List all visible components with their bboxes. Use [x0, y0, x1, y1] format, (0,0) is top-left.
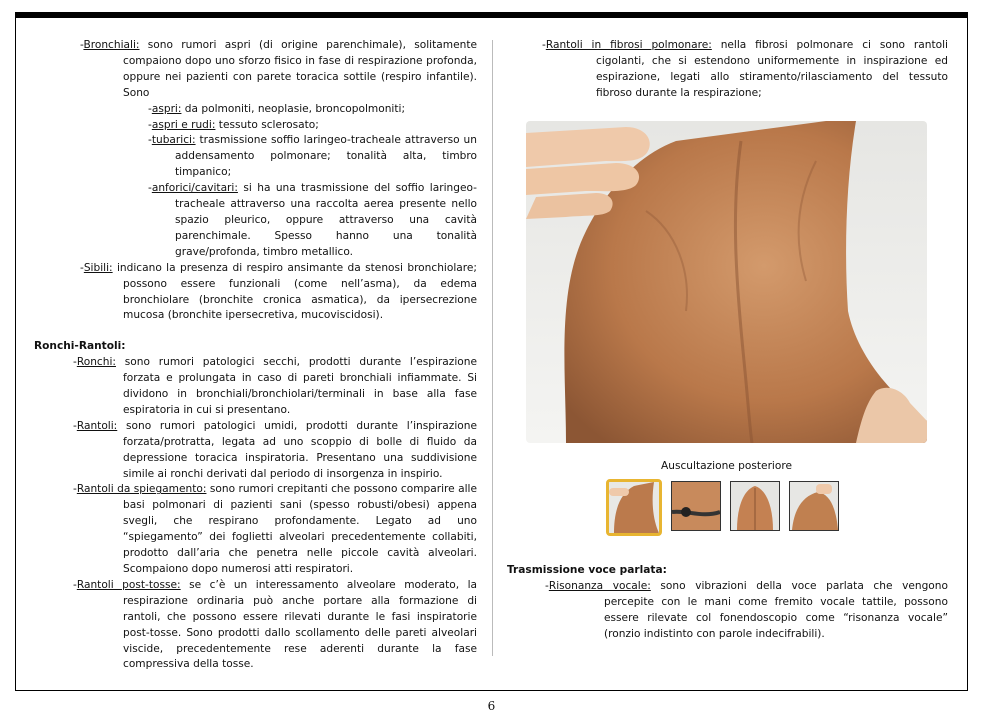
entry-rantoli: -Rantoli: sono rumori patologici umidi, prodotti durante l’inspirazione forzata/protratta, legata ad uno scoppio di bolle di fluido da depressione toracica inspiratoria. Presentano una suddivisione simile ai ronchi derivati dal periodo di insorgenza in inspirio. — [73, 419, 477, 480]
text-post-tosse: se c’è un interessamento alveolare moderato, la respirazione ordinaria può anche portare alla formazione di rantoli, che possono essere rilevati durante le fasi inspiratorie post-tosse. Sono prodotti dallo scollamento delle pareti alveolari viscide, precedentemente rese aderenti durante la fase compressiva della tosse. — [123, 578, 478, 671]
text-bronchiali: sono rumori aspri (di origine parenchimale), solitamente compaiono dopo uno sforzo fisico in fase di respirazione profonda, oppure nei pazienti con parete toracica sottile (respiro infantile). Sono — [123, 39, 477, 99]
text-tubarici: trasmissione soffio laringeo-tracheale attraverso un addensamento polmonare; tonalità alta, timbro timpanico; — [175, 134, 477, 179]
entry-anforici: -anforici/cavitari: si ha una trasmissione del soffio laringeo-tracheale attraverso una raccolta aerea presente nello spazio pleurico, oppure attraverso una cavità parenchimale. Spesso hanno una tonalità grave/profonda, timbro metallico. — [148, 182, 477, 258]
entry-fibrosi: -Rantoli in fibrosi polmonare: nella fibrosi polmonare ci sono rantoli cigolanti, che si estendono uniformemente in inspirazione ed espirazione, legati allo stiramento/rilasciamento del tessuto fibroso durante la respirazione; — [542, 39, 948, 99]
photo-caption: Auscultazione posteriore — [660, 460, 792, 472]
thumbnail-4[interactable] — [789, 481, 839, 531]
text-risonanza: sono vibrazioni della voce parlata che vengono percepite con le mani come fremito vocale tattile, possono essere rilevate col fonendoscopio come “risonanza vocale” (ronzio indistinto con parole indecifrabili). — [604, 580, 948, 640]
text-ronchi: sono rumori patologici secchi, prodotti durante l’espirazione forzata e prolungata in caso di pareti bronchiali infiammate. Si dividono in bronchiali/bronchiolari/terminali in base alla fase espiratoria in cui si presentano. — [115, 356, 477, 416]
left-column — [34, 38, 477, 673]
term-risonanza: Risonanza vocale: — [548, 580, 651, 592]
entry-ronchi: -Ronchi: sono rumori patologici secchi, prodotti durante l’espirazione forzata e prolungata in caso di pareti bronchiali infiammate. Si dividono in bronchiali/bronchiolari/terminali in base alla fase espiratoria in cui si presentano. — [73, 356, 477, 416]
page-number: 6 — [487, 699, 496, 713]
entry-bronchiali: -Bronchiali: sono rumori aspri (di origine parenchimale), solitamente compaiono dopo uno sforzo fisico in fase di respirazione profonda, oppure nei pazienti con parete toracica sottile (respiro infantile). Sono — [80, 39, 477, 99]
term-spiegamento: Rantoli da spiegamento: — [76, 483, 207, 496]
term-post-tosse: Rantoli post-tosse: — [76, 578, 181, 591]
term-tubarici: tubarici: — [151, 134, 196, 147]
thumbnail-3[interactable] — [730, 481, 780, 531]
term-rantoli: Rantoli: — [76, 419, 118, 432]
text-fibrosi: nella fibrosi polmonare ci sono rantoli cigolanti, che si estendono uniformemente in inspirazione ed espirazione, legati allo stiramento/rilasciamento del tessuto fibroso durante la respirazione; — [596, 39, 948, 99]
text-spiegamento: sono rumori crepitanti che possono comparire alle basi polmonari di pazienti sani (spesso robusti/obesi) appena svegli, che respirano profondamente. Legato ad uno “spiegamento” dei foglietti alveolari precedentemente collabiti, prodotto dall’aria che penetra nelle piccole cavità alveolari. Scompaiono dopo numerosi atti respiratori. — [123, 483, 478, 575]
entry-spiegamento: -Rantoli da spiegamento: sono rumori crepitanti che possono comparire alle basi polmonari di pazienti sani (spesso robusti/obesi) appena svegli, che respirano profondamente. Legato ad uno “spiegamento” dei foglietti alveolari precedentemente collabiti, prodotto dall’aria che penetra nelle piccole cavità alveolari. Scompaiono dopo numerosi atti respiratori. — [73, 483, 478, 575]
right-column — [507, 38, 948, 102]
term-ronchi: Ronchi: — [76, 356, 116, 369]
text-rantoli: sono rumori patologici umidi, prodotti durante l’inspirazione forzata/protratta, legata ad uno scoppio di bolle di fluido da depressione toracica inspiratoria. Presentano una suddivisione simile ai ronchi derivati dal periodo di insorgenza in inspirio. — [117, 419, 477, 480]
term-aspri: aspri: — [151, 102, 182, 115]
heading-ronchi-rantoli: Ronchi-Rantoli: — [34, 340, 126, 353]
thumbnail-strip — [608, 481, 839, 536]
term-bronchiali: Bronchiali: — [83, 39, 140, 51]
term-anforici: anforici/cavitari: — [151, 182, 238, 195]
auscultation-photo — [526, 121, 927, 443]
entry-aspri: -aspri: da polmoniti, neoplasie, broncopolmoniti; — [148, 102, 406, 115]
trasmissione-voce-section — [507, 579, 948, 643]
text-aspri: da polmoniti, neoplasie, broncopolmoniti; — [181, 102, 406, 115]
text-anforici: si ha una trasmissione del soffio laringeo-tracheale attraverso una raccolta aerea presente nello spazio pleurico, oppure attraverso una cavità parenchimale. Spesso hanno una tonalità grave/profonda, timbro metallico. — [175, 182, 477, 258]
spacer — [34, 324, 477, 339]
term-sibili: Sibili: — [83, 261, 113, 274]
entry-post-tosse: -Rantoli post-tosse: se c’è un interessamento alveolare moderato, la respirazione ordinaria può anche portare alla formazione di rantoli, che possono essere rilevati durante le fasi inspiratorie post-tosse. Sono prodotti dallo scollamento delle pareti alveolari viscide, precedentemente rese aderenti durante la fase compressiva della tosse. — [73, 578, 478, 671]
text-sibili: indicano la presenza di respiro ansimante da stenosi bronchiolare; possono essere funzionali (come nell’asma), da edema bronchiolare (bronchite cronica asmatica), da ipersecrezione mucosa (bronchite ipersecretiva, mucoviscidosi). — [112, 261, 477, 322]
entry-sibili: -Sibili: indicano la presenza di respiro ansimante da stenosi bronchiolare; possono essere funzionali (come nell’asma), da edema bronchiolare (bronchite cronica asmatica), da ipersecrezione mucosa (bronchite ipersecretiva, mucoviscidosi). — [80, 261, 477, 322]
back-illustration — [526, 121, 927, 443]
entry-tubarici: -tubarici: trasmissione soffio laringeo-tracheale attraverso un addensamento polmonare; tonalità alta, timbro timpanico; — [148, 134, 477, 179]
heading-trasmissione-voce: Trasmissione voce parlata: — [507, 564, 667, 576]
thumbnail-2[interactable] — [671, 481, 721, 531]
column-divider — [492, 40, 493, 656]
entry-aspri-rudi: -aspri e rudi: tessuto sclerosato; — [148, 118, 319, 131]
term-fibrosi: Rantoli in fibrosi polmonare: — [545, 39, 712, 51]
entry-risonanza: -Risonanza vocale: sono vibrazioni della voce parlata che vengono percepite con le mani come fremito vocale tattile, possono essere rilevate col fonendoscopio come “risonanza vocale” (ronzio indistinto con parole indecifrabili). — [545, 580, 948, 640]
text-aspri-rudi: tessuto sclerosato; — [215, 118, 319, 131]
term-aspri-rudi: aspri e rudi: — [151, 118, 216, 131]
thumbnail-1[interactable] — [606, 479, 662, 536]
